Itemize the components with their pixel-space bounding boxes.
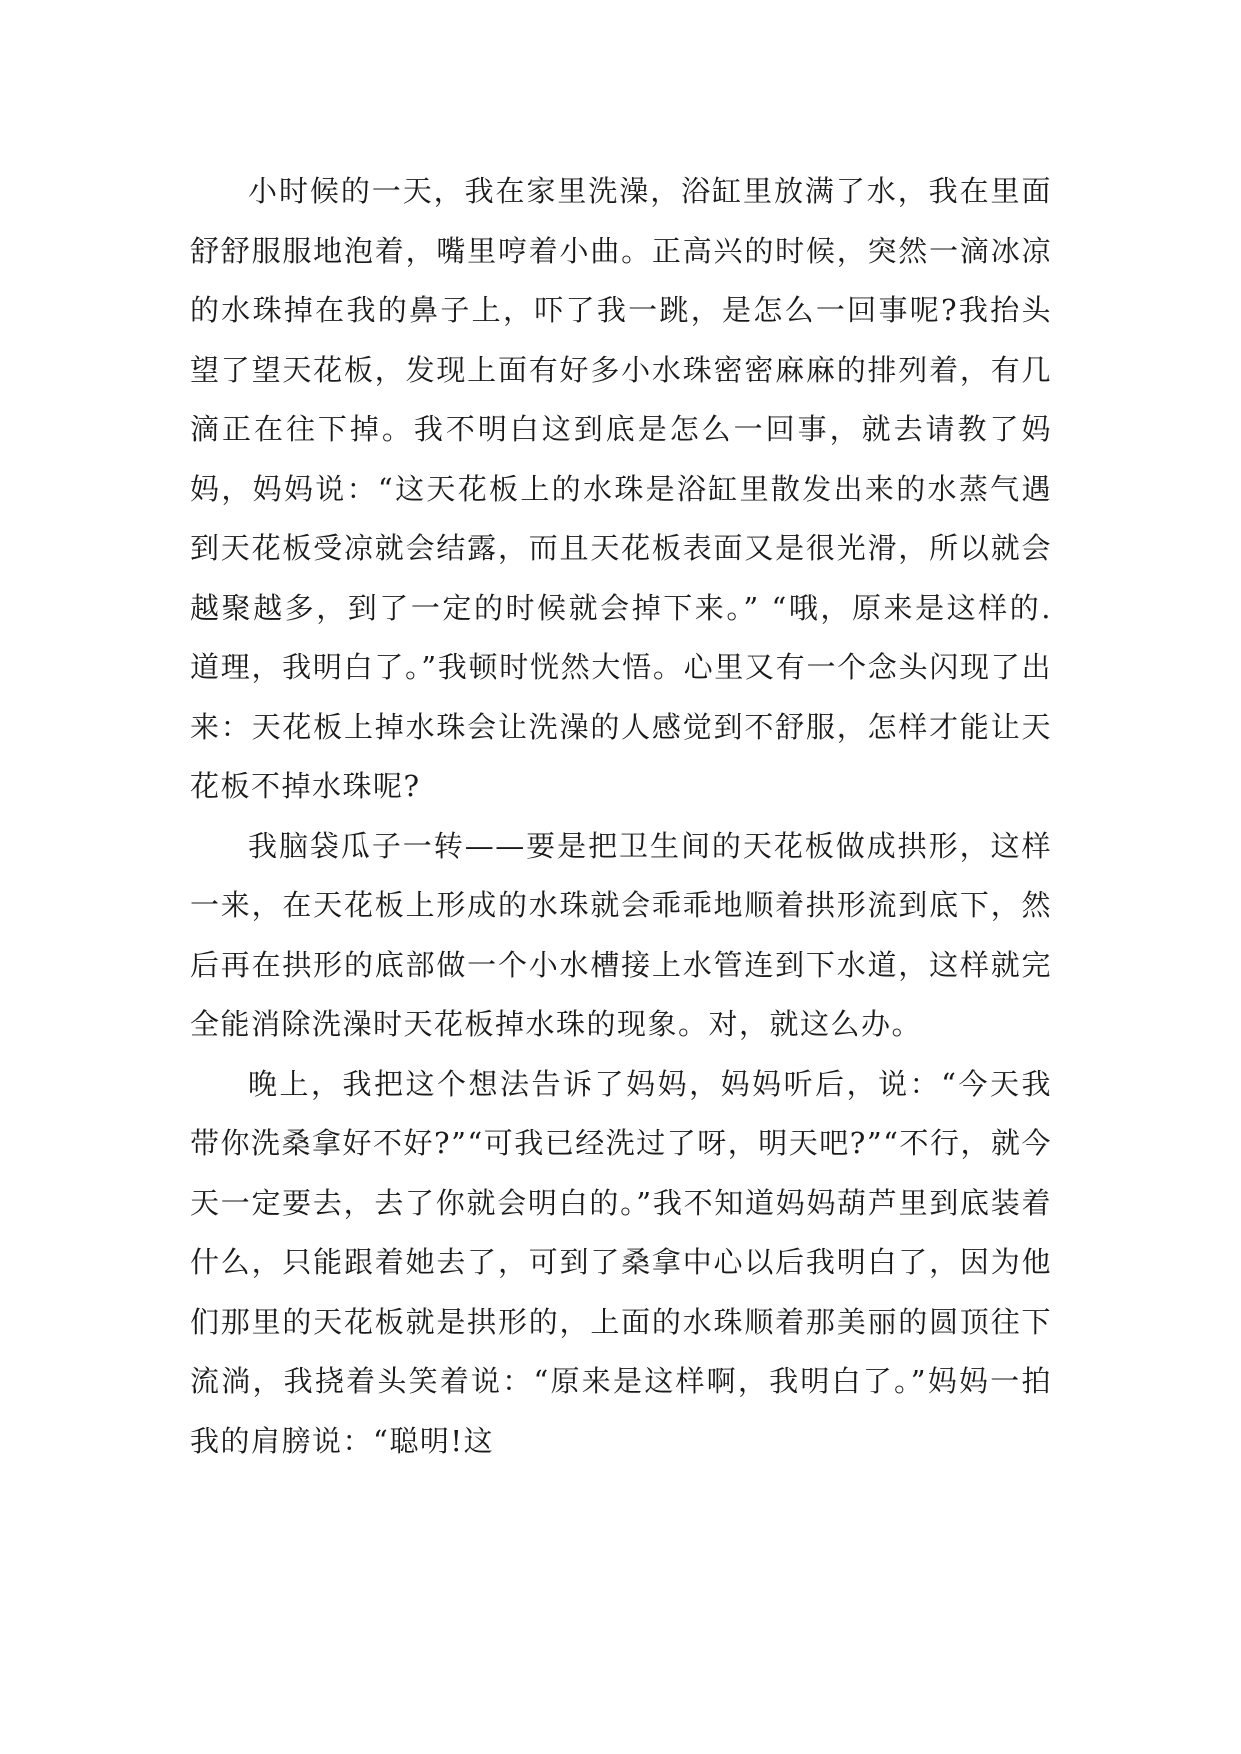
paragraph: 晚上，我把这个想法告诉了妈妈，妈妈听后，说：“今天我带你洗桑拿好不好?”“可我已经洗过了呀，明天吧?”“不行，就今天一定要去，去了你就会明白的。”我不知道妈妈葫芦里到底装着什么，只能跟着她去了，可到了桑拿中心以后我明白了，因为他们那里的天花板就是拱形的，上面的水珠顺着那美丽的圆顶往下流淌，我挠着头笑着说：“原来是这样啊，我明白了。”妈妈一拍我的肩膀说：“聪明!这 bbox=[190, 1066, 1052, 1458]
document-page bbox=[190, 162, 1052, 1471]
paragraph: 我脑袋瓜子一转——要是把卫生间的天花板做成拱形，这样一来，在天花板上形成的水珠就会乖乖地顺着拱形流到底下，然后再在拱形的底部做一个小水槽接上水管连到下水道，这样就完全能消除洗澡时天花板掉水珠的现象。对，就这么办。 bbox=[190, 828, 1052, 1041]
paragraph: 小时候的一天，我在家里洗澡，浴缸里放满了水，我在里面舒舒服服地泡着，嘴里哼着小曲。正高兴的时候，突然一滴冰凉的水珠掉在我的鼻子上，吓了我一跳，是怎么一回事呢?我抬头望了望天花板，发现上面有好多小水珠密密麻麻的排列着，有几滴正在往下掉。我不明白这到底是怎么一回事，就去请教了妈妈，妈妈说：“这天花板上的水珠是浴缸里散发出来的水蒸气遇到天花板受凉就会结露，而且天花板表面又是很光滑，所以就会越聚越多，到了一定的时候就会掉下来。” “哦，原来是这样的.道理，我明白了。”我顿时恍然大悟。心里又有一个念头闪现了出来：天花板上掉水珠会让洗澡的人感觉到不舒服，怎样才能让天花板不掉水珠呢? bbox=[190, 174, 1052, 803]
